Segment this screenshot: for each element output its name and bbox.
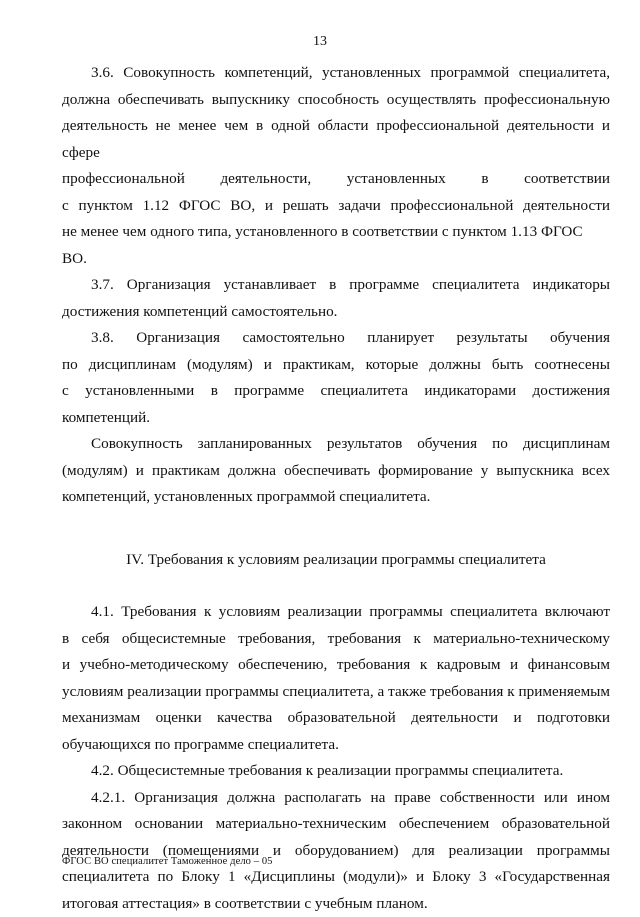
text-line: должна обеспечивать выпускнику способность осуществлять профессиональную bbox=[62, 87, 610, 114]
text-line: и учебно-методическому обеспечению, требования к кадровым и финансовым bbox=[62, 652, 610, 679]
text-line: достижения компетенций самостоятельно. bbox=[62, 299, 610, 326]
text-line: обучающихся по программе специалитета. bbox=[62, 732, 610, 759]
text-line: деятельность не менее чем в одной области профессиональной деятельности и сфере bbox=[62, 113, 610, 166]
text-line: 3.8. Организация самостоятельно планирует результаты обучения bbox=[62, 325, 610, 352]
paragraphs-after-heading bbox=[62, 599, 610, 917]
document-footer: ФГОС ВО специалитет Таможенное дело – 05 bbox=[62, 856, 273, 867]
paragraph-3-8 bbox=[62, 325, 610, 431]
text-line: Совокупность запланированных результатов обучения по дисциплинам bbox=[62, 431, 610, 458]
text-line: профессиональной деятельности, установленных в соответствии bbox=[62, 166, 610, 193]
paragraph-3-8b bbox=[62, 431, 610, 511]
text-line: специалитета по Блоку 1 «Дисциплины (модули)» и Блоку 3 «Государственная bbox=[62, 864, 610, 891]
paragraph-4-2 bbox=[62, 758, 610, 785]
text-line: 4.1. Требования к условиям реализации программы специалитета включают bbox=[62, 599, 610, 626]
text-line: 4.2.1. Организация должна располагать на праве собственности или ином bbox=[62, 785, 610, 812]
paragraph-3-6 bbox=[62, 60, 610, 272]
text-line: 3.6. Совокупность компетенций, установленных программой специалитета, bbox=[62, 60, 610, 87]
text-line: (модулям) и практикам должна обеспечивать формирование у выпускника всех bbox=[62, 458, 610, 485]
text-line: механизмам оценки качества образовательной деятельности и подготовки bbox=[62, 705, 610, 732]
section-heading: IV. Требования к условиям реализации программы специалитета bbox=[62, 511, 610, 600]
paragraph-3-7 bbox=[62, 272, 610, 325]
text-line: итоговая аттестация» в соответствии с учебным планом. bbox=[62, 891, 610, 917]
text-line: компетенций, установленных программой специалитета. bbox=[62, 484, 610, 511]
text-line: деятельности (помещениями и оборудованием) для реализации программы bbox=[62, 838, 610, 865]
text-line: с пунктом 1.12 ФГОС ВО, и решать задачи профессиональной деятельности bbox=[62, 193, 610, 220]
paragraph-4-1 bbox=[62, 599, 610, 758]
text-line: в себя общесистемные требования, требования к материально-техническому bbox=[62, 626, 610, 653]
text-line: условиям реализации программы специалитета, а также требования к применяемым bbox=[62, 679, 610, 706]
text-line: законном основании материально-техническим обеспечением образовательной bbox=[62, 811, 610, 838]
text-line: не менее чем одного типа, установленного в соответствии с пунктом 1.13 ФГОС ВО. bbox=[62, 219, 610, 272]
paragraph-4-2-1 bbox=[62, 785, 610, 917]
paragraphs-before-heading bbox=[62, 60, 610, 511]
text-line: с установленными в программе специалитета индикаторами достижения bbox=[62, 378, 610, 405]
text-line: компетенций. bbox=[62, 405, 610, 432]
page-number: 13 bbox=[0, 34, 640, 50]
text-line: 4.2. Общесистемные требования к реализации программы специалитета. bbox=[62, 758, 610, 785]
document-body bbox=[62, 60, 610, 917]
text-line: 3.7. Организация устанавливает в программе специалитета индикаторы bbox=[62, 272, 610, 299]
text-line: по дисциплинам (модулям) и практикам, которые должны быть соотнесены bbox=[62, 352, 610, 379]
